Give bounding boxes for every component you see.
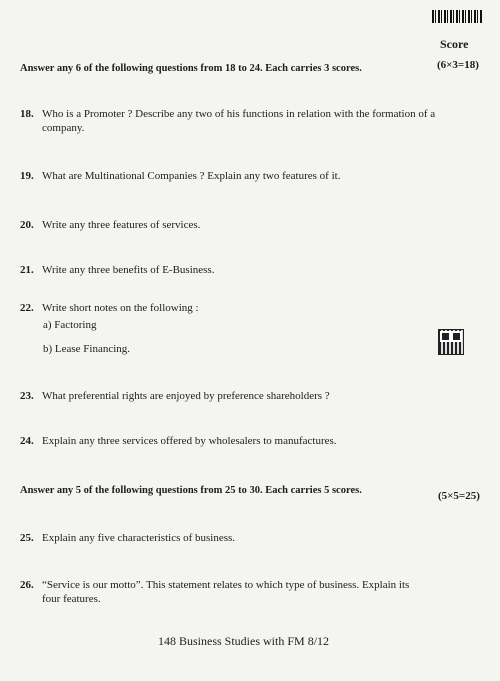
question-number: 18. — [20, 108, 34, 120]
question-number: 22. — [20, 302, 34, 314]
question-number: 24. — [20, 435, 34, 447]
question-number: 19. — [20, 170, 34, 182]
qr-code-image — [438, 329, 464, 355]
question-19 — [20, 169, 490, 183]
question-text: What preferential rights are enjoyed by preference shareholders ? — [42, 390, 330, 402]
q22-sub-a: a) Factoring — [43, 319, 97, 331]
barcode-image — [432, 10, 482, 23]
q22-sub-b: b) Lease Financing. — [43, 343, 131, 355]
question-text-continued: company. — [42, 122, 85, 134]
question-text: Explain any five characteristics of business. — [42, 532, 236, 544]
question-25 — [20, 531, 490, 545]
score-label: Score — [440, 37, 469, 51]
section2-instruction: Answer any 5 of the following questions from 25 to 30. Each carries 5 scores. — [20, 485, 362, 496]
section1-instruction: Answer any 6 of the following questions from 18 to 24. Each carries 3 scores. — [20, 63, 362, 74]
question-24 — [20, 434, 490, 448]
question-26 — [20, 578, 490, 606]
question-text: Write short notes on the following : — [42, 302, 199, 314]
question-text: Write any three features of services. — [42, 219, 201, 231]
question-number: 25. — [20, 532, 34, 544]
question-text: What are Multinational Companies ? Explain any two features of it. — [42, 170, 341, 182]
section2-marks: (5×5=25) — [438, 490, 480, 502]
question-text: “Service is our motto”. This statement relates to which type of business. Explain its — [42, 579, 410, 591]
question-text: Who is a Promoter ? Describe any two of his functions in relation with the formation of a — [42, 108, 436, 120]
question-number: 26. — [20, 579, 34, 591]
question-20 — [20, 218, 490, 232]
page-footer: 148 Business Studies with FM 8/12 — [158, 634, 330, 648]
section1-marks: (6×3=18) — [437, 59, 479, 71]
question-23 — [20, 389, 490, 403]
question-text: Explain any three services offered by wholesalers to manufactures. — [42, 435, 337, 447]
question-number: 20. — [20, 219, 34, 231]
question-21 — [20, 263, 490, 277]
question-18 — [20, 107, 490, 135]
question-text-continued: four features. — [42, 593, 101, 605]
question-text: Write any three benefits of E-Business. — [42, 264, 215, 276]
question-number: 21. — [20, 264, 34, 276]
question-number: 23. — [20, 390, 34, 402]
question-22 — [20, 301, 490, 315]
